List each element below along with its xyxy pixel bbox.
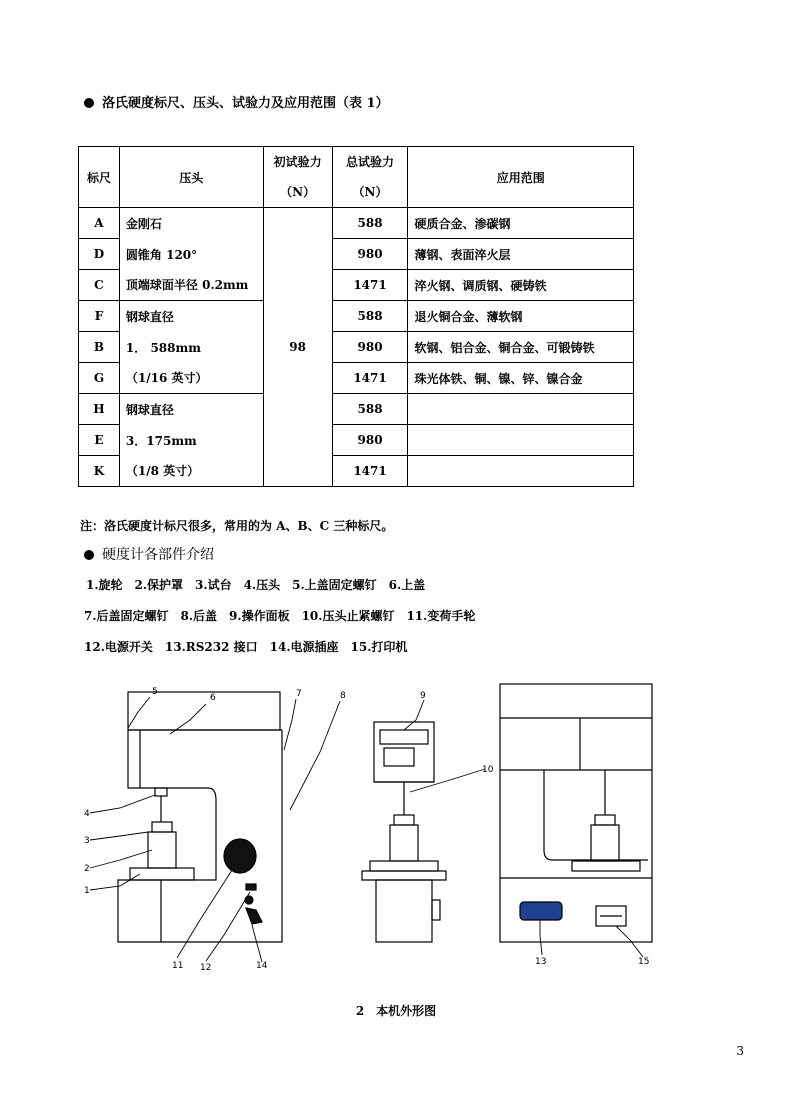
figure-label-15: 15 [638,957,650,967]
header-indenter: 压头 [119,147,263,208]
section-title-scales: 洛氏硬度标尺、压头、试验力及应用范围（表 1） [84,92,389,111]
figure-label-10: 10 [482,765,494,775]
figure-label-2: 2 [84,864,90,874]
initial-force-value: 98 [263,208,332,487]
front-view-drawing [362,722,446,942]
table-row: K （1/8 英寸） 1471 [79,456,634,487]
table-note: 注：洛氏硬度计标尺很多，常用的为 A、B、C 三种标尺。 [80,519,394,533]
figure-label-3: 3 [84,836,90,846]
parts-line-2: 7.后盖固定螺钉 8.后盖 9.操作面板 10.压头止紧螺钉 11.变荷手轮 [84,609,476,623]
figure-label-8: 8 [340,691,346,701]
side-view-drawing [118,692,282,942]
header-scale: 标尺 [79,147,120,208]
header-total-force: 总试验力 （N） [332,147,408,208]
figure-label-12: 12 [200,963,212,973]
table-row: C 顶端球面半径 0.2mm 1471 淬火钢、调质钢、硬铸铁 [79,270,634,301]
leader-lines [90,697,643,962]
header-application: 应用范围 [408,147,634,208]
figure-label-7: 7 [296,689,302,699]
table-row: G （1/16 英寸） 1471 珠光体铁、铜、镍、锌、镍合金 [79,363,634,394]
figure-caption: 2 本机外形图 [355,1004,437,1018]
figure-label-5: 5 [152,687,158,697]
table-row: B 1． 588mm 980 软钢、铝合金、铜合金、可锻铸铁 [79,332,634,363]
header-initial-force: 初试验力 （N） [263,147,332,208]
figure-label-11: 11 [172,961,184,971]
figure-label-9: 9 [420,691,426,701]
figure-label-4: 4 [84,809,90,819]
table-row: D 圆锥角 120° 980 薄钢、表面淬火层 [79,239,634,270]
figure-label-6: 6 [210,693,216,703]
parts-line-1: 1.旋轮 2.保护罩 3.试台 4.压头 5.上盖固定螺钉 6.上盖 [86,578,426,592]
table-row: H 钢球直径 588 [79,394,634,425]
table-row: E 3．175mm 980 [79,425,634,456]
section-title-parts: 硬度计各部件介绍 [84,544,214,564]
rear-view-drawing [500,684,652,942]
figure-label-14: 14 [256,961,268,971]
table-row: F 钢球直径 588 退火铜合金、薄软钢 [79,301,634,332]
page-number: 3 [736,1044,744,1058]
figure-label-1: 1 [84,886,90,896]
figure-label-13: 13 [535,957,547,967]
parts-line-3: 12.电源开关 13.RS232 接口 14.电源插座 15.打印机 [84,640,408,654]
table-row: A 金刚石 98 588 硬质合金、渗碳钢 [79,208,634,239]
